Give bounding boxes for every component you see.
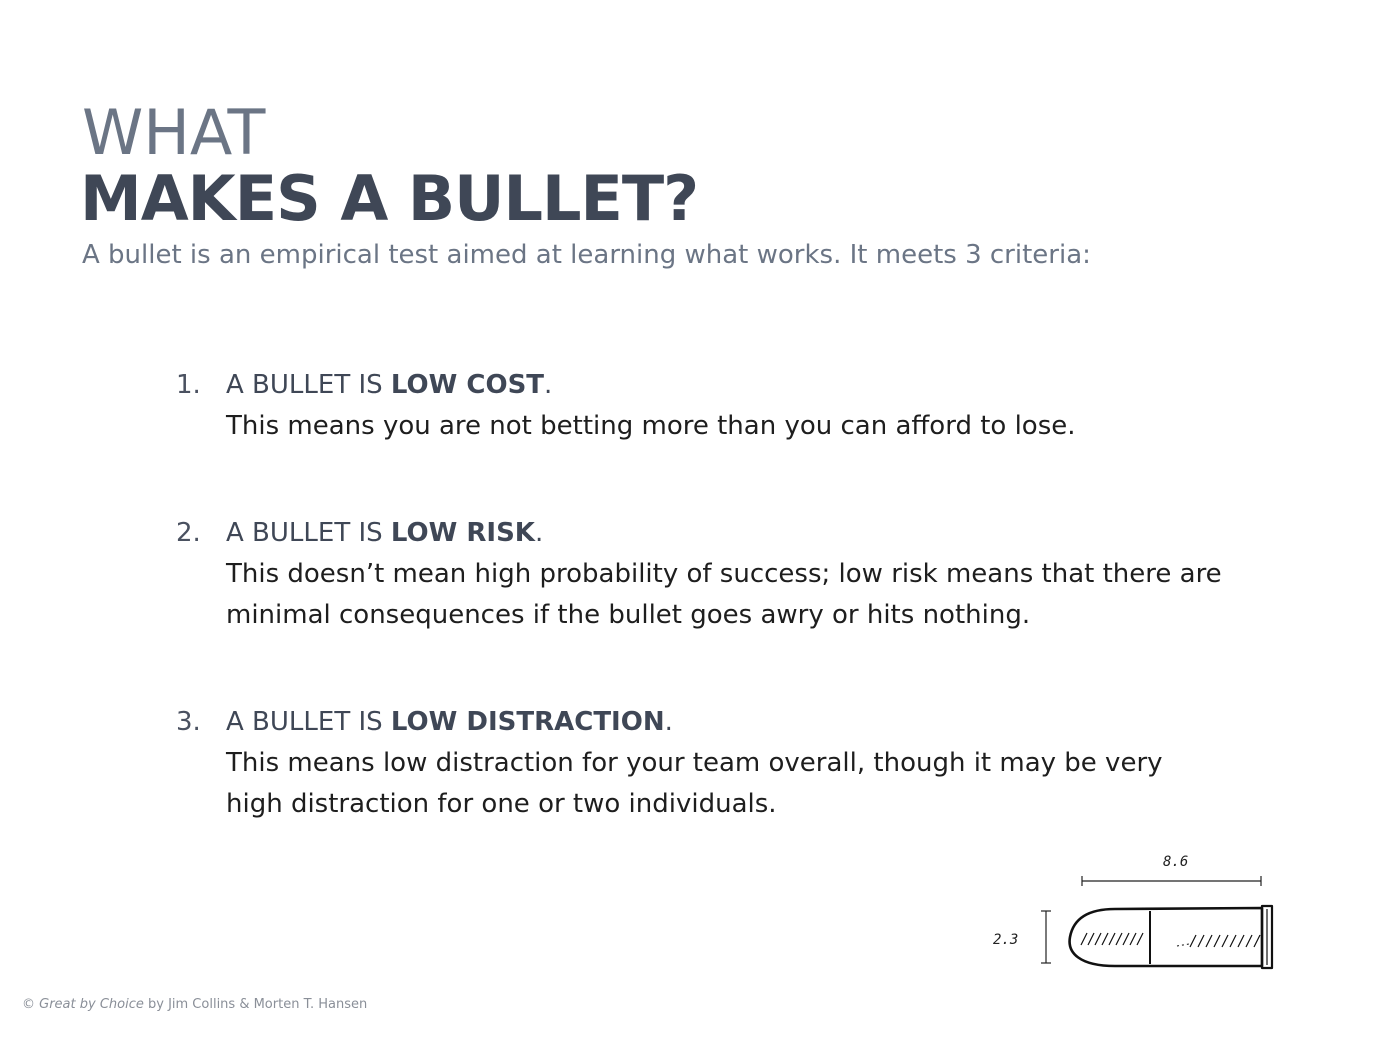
criterion-low-cost [176, 365, 1296, 447]
bullet-icon [1070, 906, 1272, 968]
criterion-prefix: A BULLET IS [226, 370, 391, 400]
title-line-makes-a-bullet: MAKES A BULLET? [80, 162, 699, 235]
copyright-symbol: © [22, 997, 35, 1012]
criterion-description: This means you are not betting more than you can afford to lose. [226, 411, 1076, 441]
criterion-emphasis: LOW DISTRACTION [390, 707, 665, 737]
criterion-description: This doesn’t mean high probability of success; low risk means that there are minimal consequences if the bullet goes awry or hits nothing. [226, 559, 1222, 630]
copyright-footer [22, 996, 367, 1014]
criteria-list [176, 365, 1296, 825]
criterion-emphasis: LOW COST [390, 370, 545, 400]
criterion-description: This means low distraction for your team overall, though it may be very high distraction for one or two individuals. [226, 748, 1163, 819]
criterion-heading [226, 513, 1296, 554]
diameter-label: 2.3 [993, 932, 1019, 948]
criterion-prefix: A BULLET IS [226, 518, 391, 548]
book-title: Great by Choice [39, 997, 144, 1012]
subtitle: A bullet is an empirical test aimed at learning what works. It meets 3 criteria: [82, 240, 1091, 270]
criterion-low-risk [176, 513, 1296, 636]
criterion-suffix: . [664, 707, 673, 737]
criterion-emphasis: LOW RISK [390, 518, 535, 548]
length-label: 8.6 [1163, 854, 1189, 870]
criterion-suffix: . [544, 370, 553, 400]
copyright-authors: by Jim Collins & Morten T. Hansen [143, 997, 368, 1012]
criterion-number: 3. [176, 707, 201, 737]
criterion-number: 1. [176, 370, 201, 400]
title-line-what: WHAT [82, 96, 266, 169]
criterion-prefix: A BULLET IS [226, 707, 391, 737]
criterion-heading [226, 365, 1296, 406]
criterion-number: 2. [176, 518, 201, 548]
criterion-heading [226, 702, 1296, 743]
diameter-dimension [993, 911, 1051, 963]
criterion-suffix: . [534, 518, 544, 548]
criterion-low-distraction [176, 702, 1296, 825]
length-dimension [1082, 854, 1261, 886]
bullet-sketch-diagram [985, 845, 1285, 975]
